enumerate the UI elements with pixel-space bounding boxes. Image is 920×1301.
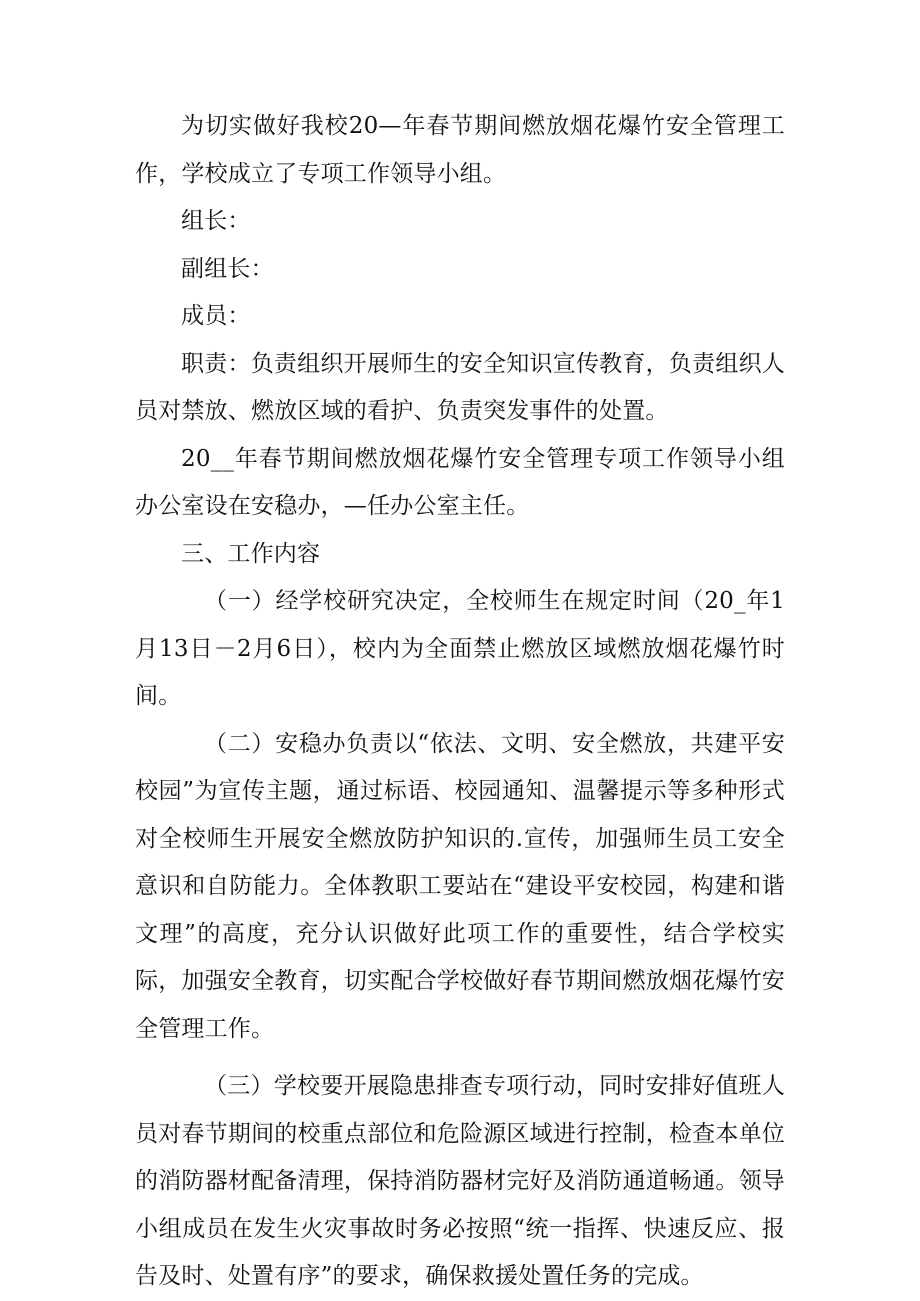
paragraph-item-2: （二）安稳办负责以“依法、文明、安全燃放，共建平安校园”为宣传主题，通过标语、校园通知、温馨提示等多种形式对全校师生开展安全燃放防护知识的.宣传，加强师生员工安全意识和自防能力。全体教职工要站在“建设平安校园，构建和谐文理”的高度，充分认识做好此项工作的重要性，结合学校实际，加强安全教育，切实配合学校做好春节期间燃放烟花爆竹安全管理工作。 — [135, 730, 785, 1042]
document-body — [135, 103, 785, 1301]
paragraph-duties: 职责：负责组织开展师生的安全知识宣传教育，负责组织人员对禁放、燃放区域的看护、负责突发事件的处置。 — [135, 350, 785, 424]
paragraph-members: 成员： — [181, 303, 251, 329]
paragraph-vice-leader: 副组长： — [181, 255, 274, 282]
paragraph-item-3: （三）学校要开展隐患排查专项行动，同时安排好值班人员对春节期间的校重点部位和危险源区域进行控制，检查本单位的消防器材配备清理，保持消防器材完好及消防通道畅通。领导小组成员在发生火灾事故时务必按照“统一指挥、快速反应、报告及时、处置有序”的要求，确保救援处置任务的完成。 — [135, 1073, 785, 1289]
paragraph-intro: 为切实做好我校20—年春节期间燃放烟花爆竹安全管理工作，学校成立了专项工作领导小组。 — [135, 113, 785, 187]
paragraph-leader: 组长： — [181, 208, 251, 234]
paragraph-office: 20__年春节期间燃放烟花爆竹安全管理专项工作领导小组办公室设在安稳办，—任办公室主任。 — [135, 445, 785, 519]
section-heading: 三、工作内容 — [181, 540, 321, 567]
paragraph-item-1: （一）经学校研究决定，全校师生在规定时间（20_年1月13日－2月6日），校内为全面禁止燃放区域燃放烟花爆竹时间。 — [135, 588, 785, 709]
